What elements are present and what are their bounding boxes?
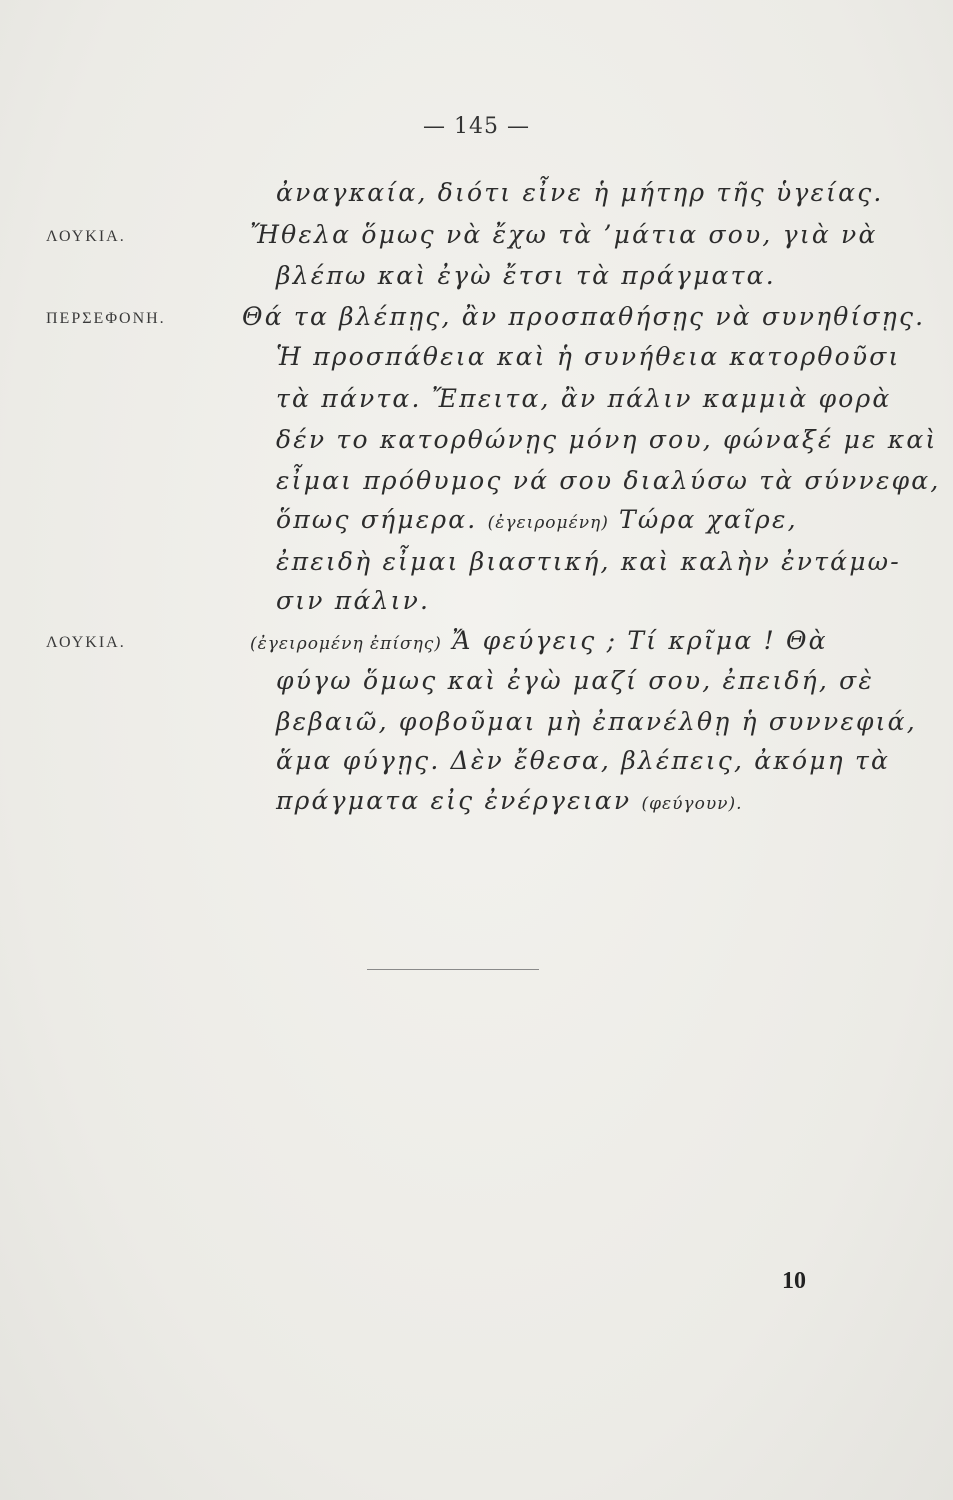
line-text: Ἤθελα ὅμως νὰ ἔχω τὰ ’μάτια σου, γιὰ νὰ xyxy=(250,220,878,249)
text-line xyxy=(250,626,828,655)
text-line xyxy=(276,547,901,576)
stage-direction: (ἐγειρομένη ἐπίσης) xyxy=(250,634,442,654)
line-text: δέν το κατορθώνῃς μόνη σου, φώναξέ με καὶ xyxy=(276,425,938,454)
line-text: τὰ πάντα. Ἔπειτα, ἂν πάλιν καμμιὰ φορὰ xyxy=(276,384,892,413)
text-line xyxy=(276,425,937,454)
text-line xyxy=(276,666,874,695)
line-text: σιν πάλιν. xyxy=(276,586,431,615)
line-text: πράγματα εἰς ἐνέργειαν xyxy=(276,786,632,815)
text-line xyxy=(276,586,430,615)
line-text: φύγω ὅμως καὶ ἐγὼ μαζί σου, ἐπειδή, σὲ xyxy=(276,666,875,695)
line-text: ἅμα φύγῃς. Δὲν ἔθεσα, βλέπεις, ἀκόμη τὰ xyxy=(276,746,891,775)
line-text: βεβαιῶ, φοβοῦμαι μὴ ἐπανέλθῃ ἡ συννεφιά, xyxy=(276,707,917,736)
text-line xyxy=(250,220,878,249)
line-text: Θά τα βλέπῃς, ἂν προσπαθήσῃς νὰ συνηθίσῃς. xyxy=(242,302,926,331)
line-text: ὅπως σήμερα. xyxy=(276,505,478,534)
text-line xyxy=(276,746,890,775)
stage-direction: (φεύγουν). xyxy=(641,794,743,814)
speaker-name: ΛΟΥΚΙΑ. xyxy=(46,634,126,651)
signature-mark: 10 xyxy=(782,1268,806,1294)
line-text: ἀναγκαία, διότι εἶνε ἡ μήτηρ τῆς ὑγείας. xyxy=(276,178,884,207)
speaker-name: ΛΟΥΚΙΑ. xyxy=(46,228,126,245)
text-line xyxy=(276,466,941,495)
stage-direction: (ἐγειρομένη) xyxy=(487,513,609,533)
text-line xyxy=(276,384,892,413)
page-number: — 145 — xyxy=(423,114,530,139)
text-line xyxy=(276,178,884,207)
text-line xyxy=(276,261,776,290)
line-text: εἶμαι πρόθυμος νά σου διαλύσω τὰ σύννεφα, xyxy=(276,466,941,495)
line-text: ἐπειδὴ εἶμαι βιαστική, καὶ καλὴν ἐντάμω- xyxy=(276,547,901,576)
text-line xyxy=(242,302,925,331)
text-line xyxy=(276,505,798,534)
text-line xyxy=(276,342,901,371)
text-line xyxy=(276,786,743,815)
line-text: Ἄ φεύγεις ; Τί κρῖμα ! Θὰ xyxy=(452,626,828,655)
line-text: βλέπω καὶ ἐγὼ ἔτσι τὰ πράγματα. xyxy=(276,261,776,290)
speaker-name: ΠΕΡΣΕΦΟΝΗ. xyxy=(46,310,166,327)
text-line xyxy=(276,707,917,736)
line-text: Ἡ προσπάθεια καὶ ἡ συνήθεια κατορθοῦσι xyxy=(276,342,901,371)
line-text: Τώρα χαῖρε, xyxy=(619,505,798,534)
section-rule xyxy=(367,969,539,970)
